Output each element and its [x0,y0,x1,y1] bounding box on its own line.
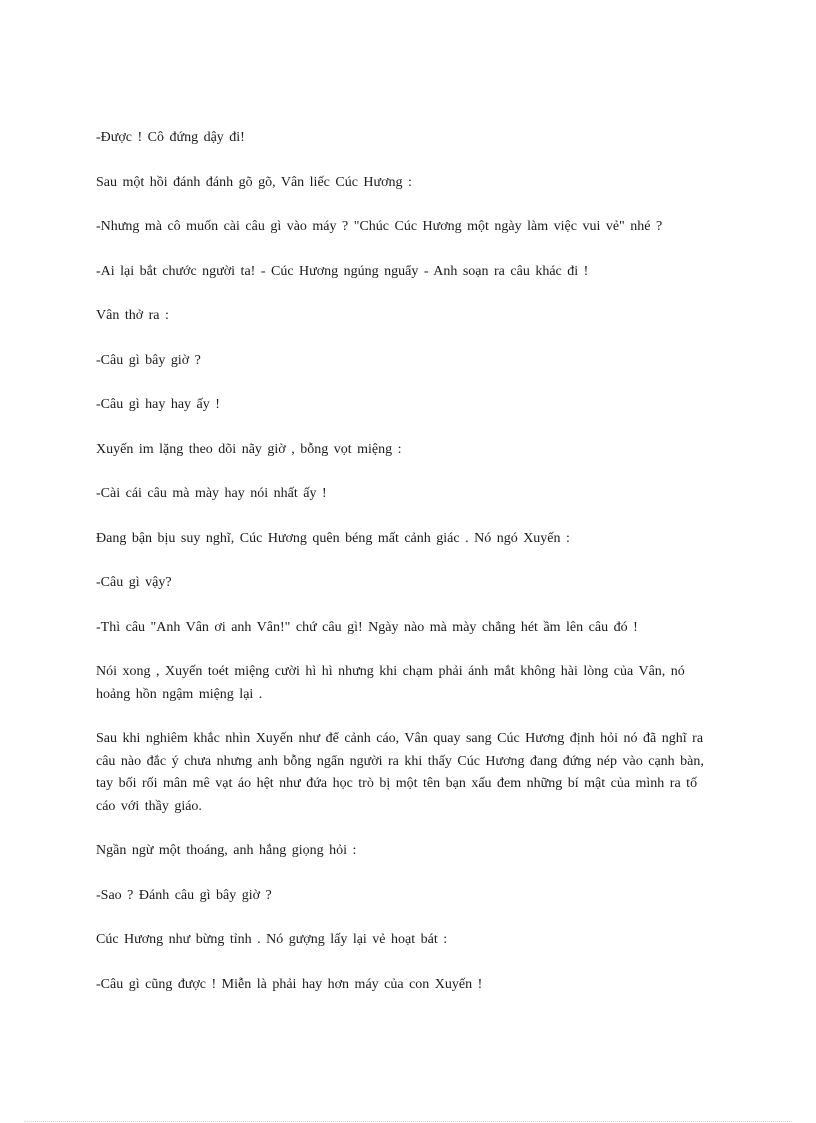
paragraph: Đang bận bịu suy nghĩ, Cúc Hương quên béng mất cảnh giác . Nó ngó Xuyến : [96,530,570,546]
paragraph: Ngần ngừ một thoáng, anh hắng giọng hỏi : [96,843,357,858]
paragraph: -Câu gì cũng được ! Miễn là phải hay hơn máy của con Xuyến ! [96,976,483,992]
paragraph: -Nhưng mà cô muốn cài câu gì vào máy ? "Chúc Cúc Hương một ngày làm việc vui vẻ" nhé ? [96,219,663,234]
paragraph: Sau một hồi đánh đánh gõ gõ, Vân liếc Cúc Hương : [96,174,412,190]
paragraph: Sau khi nghiêm khắc nhìn Xuyến như để cảnh cáo, Vân quay sang Cúc Hương định hỏi nó đã nghĩ ra câu nào đắc ý chưa nhưng anh bỗng ngẩn người ra khi thấy Cúc Hương đang đứng nép vào cạnh bàn, tay bối rối mân mê vạt áo hệt như đứa học trò bị một tên bạn xấu đem những bí mật của mình ra tố cáo với thầy giáo. [96,731,704,814]
paragraph: -Thì câu "Anh Vân ơi anh Vân!" chứ câu gì! Ngày nào mà mày chẳng hét ầm lên câu đó ! [96,619,638,635]
paragraph: Vân thở ra : [96,308,169,323]
paragraph: Nói xong , Xuyến toét miệng cười hì hì nhưng khi chạm phải ánh mắt không hài lòng của Vân, nó hoảng hồn ngậm miệng lại . [96,664,685,702]
paragraph: -Sao ? Đánh câu gì bây giờ ? [96,887,272,903]
paragraph: -Câu gì vậy? [96,575,172,590]
paragraph: -Câu gì bây giờ ? [96,352,201,368]
page-bottom-divider [24,1121,792,1122]
document-body [96,127,708,1018]
paragraph: -Câu gì hay hay ấy ! [96,397,220,412]
paragraph: -Ai lại bắt chước người ta! - Cúc Hương ngúng nguẩy - Anh soạn ra câu khác đi ! [96,263,589,279]
paragraph: -Được ! Cô đứng dậy đi! [96,130,245,145]
paragraph: Xuyến im lặng theo dõi nãy giờ , bỗng vọt miệng : [96,441,402,457]
paragraph: Cúc Hương như bừng tỉnh . Nó gượng lấy lại vẻ hoạt bát : [96,932,448,947]
paragraph: -Cài cái câu mà mày hay nói nhất ấy ! [96,486,327,501]
